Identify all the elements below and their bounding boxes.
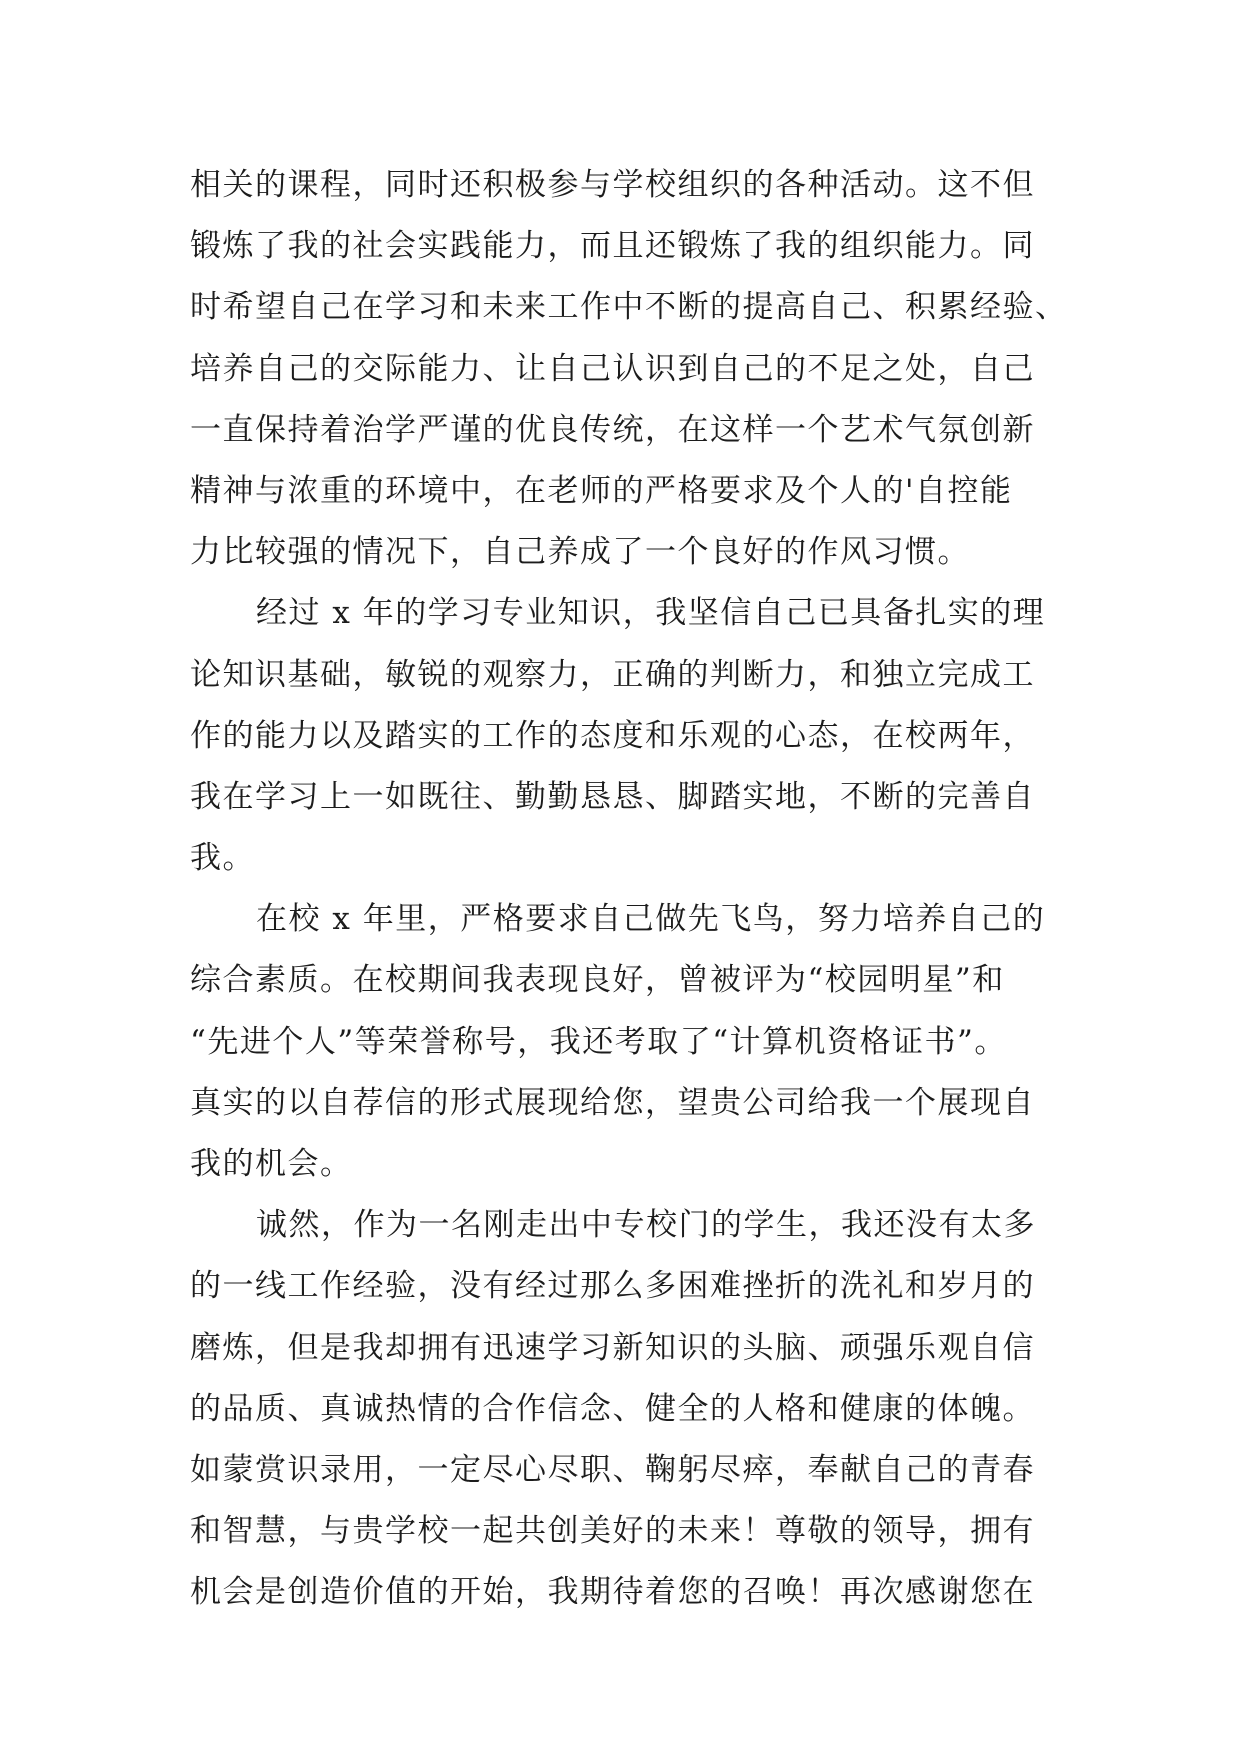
text-line: 锻炼了我的社会实践能力，而且还锻炼了我的组织能力。同 bbox=[190, 228, 1035, 265]
text-line: 相关的课程，同时还积极参与学校组织的各种活动。这不但 bbox=[190, 167, 1035, 203]
text-line: 我在学习上一如既往、勤勤恳恳、脚踏实地，不断的完善自 bbox=[190, 778, 1035, 815]
text-line: 综合素质。在校期间我表现良好，曾被评为“校园明星”和 bbox=[190, 962, 1005, 999]
paragraph-start-line: 经过 x 年的学习专业知识，我坚信自己已具备扎实的理 bbox=[256, 595, 1046, 632]
text-line: 机会是创造价值的开始，我期待着您的召唤！再次感谢您在 bbox=[190, 1574, 1035, 1611]
paragraph-start-line: 诚然，作为一名刚走出中专校门的学生，我还没有太多 bbox=[256, 1207, 1036, 1244]
text-line: 和智慧，与贵学校一起共创美好的未来！尊敬的领导，拥有 bbox=[190, 1513, 1035, 1550]
text-line: 精神与浓重的环境中，在老师的严格要求及个人的'自控能 bbox=[190, 472, 1013, 509]
text-line: 的品质、真诚热情的合作信念、健全的人格和健康的体魄。 bbox=[190, 1390, 1035, 1427]
text-line: 力比较强的情况下，自己养成了一个良好的作风习惯。 bbox=[190, 534, 970, 571]
text-line: 作的能力以及踏实的工作的态度和乐观的心态，在校两年， bbox=[190, 717, 1035, 754]
text-line: 如蒙赏识录用，一定尽心尽职、鞠躬尽瘁，奉献自己的青春 bbox=[190, 1451, 1035, 1488]
paragraph-start-line: 在校 x 年里，严格要求自己做先飞鸟，努力培养自己的 bbox=[256, 901, 1046, 938]
text-line: 论知识基础，敏锐的观察力，正确的判断力，和独立完成工 bbox=[190, 656, 1035, 693]
text-line: 我的机会。 bbox=[190, 1146, 353, 1182]
text-line: 培养自己的交际能力、让自己认识到自己的不足之处，自己 bbox=[190, 350, 1035, 387]
text-line: 一直保持着治学严谨的优良传统，在这样一个艺术气氛创新 bbox=[190, 411, 1035, 448]
text-line: 我。 bbox=[190, 840, 255, 877]
text-line: 的一线工作经验，没有经过那么多困难挫折的洗礼和岁月的 bbox=[190, 1268, 1035, 1305]
text-line: 真实的以自荐信的形式展现给您，望贵公司给我一个展现自 bbox=[190, 1084, 1035, 1121]
text-line: “先进个人”等荣誉称号，我还考取了“计算机资格证书”。 bbox=[190, 1023, 1007, 1060]
text-line: 时希望自己在学习和未来工作中不断的提高自己、积累经验、 bbox=[190, 289, 1068, 326]
text-line: 磨炼，但是我却拥有迅速学习新知识的头脑、顽强乐观自信 bbox=[190, 1329, 1035, 1366]
body-text bbox=[190, 155, 1090, 1624]
